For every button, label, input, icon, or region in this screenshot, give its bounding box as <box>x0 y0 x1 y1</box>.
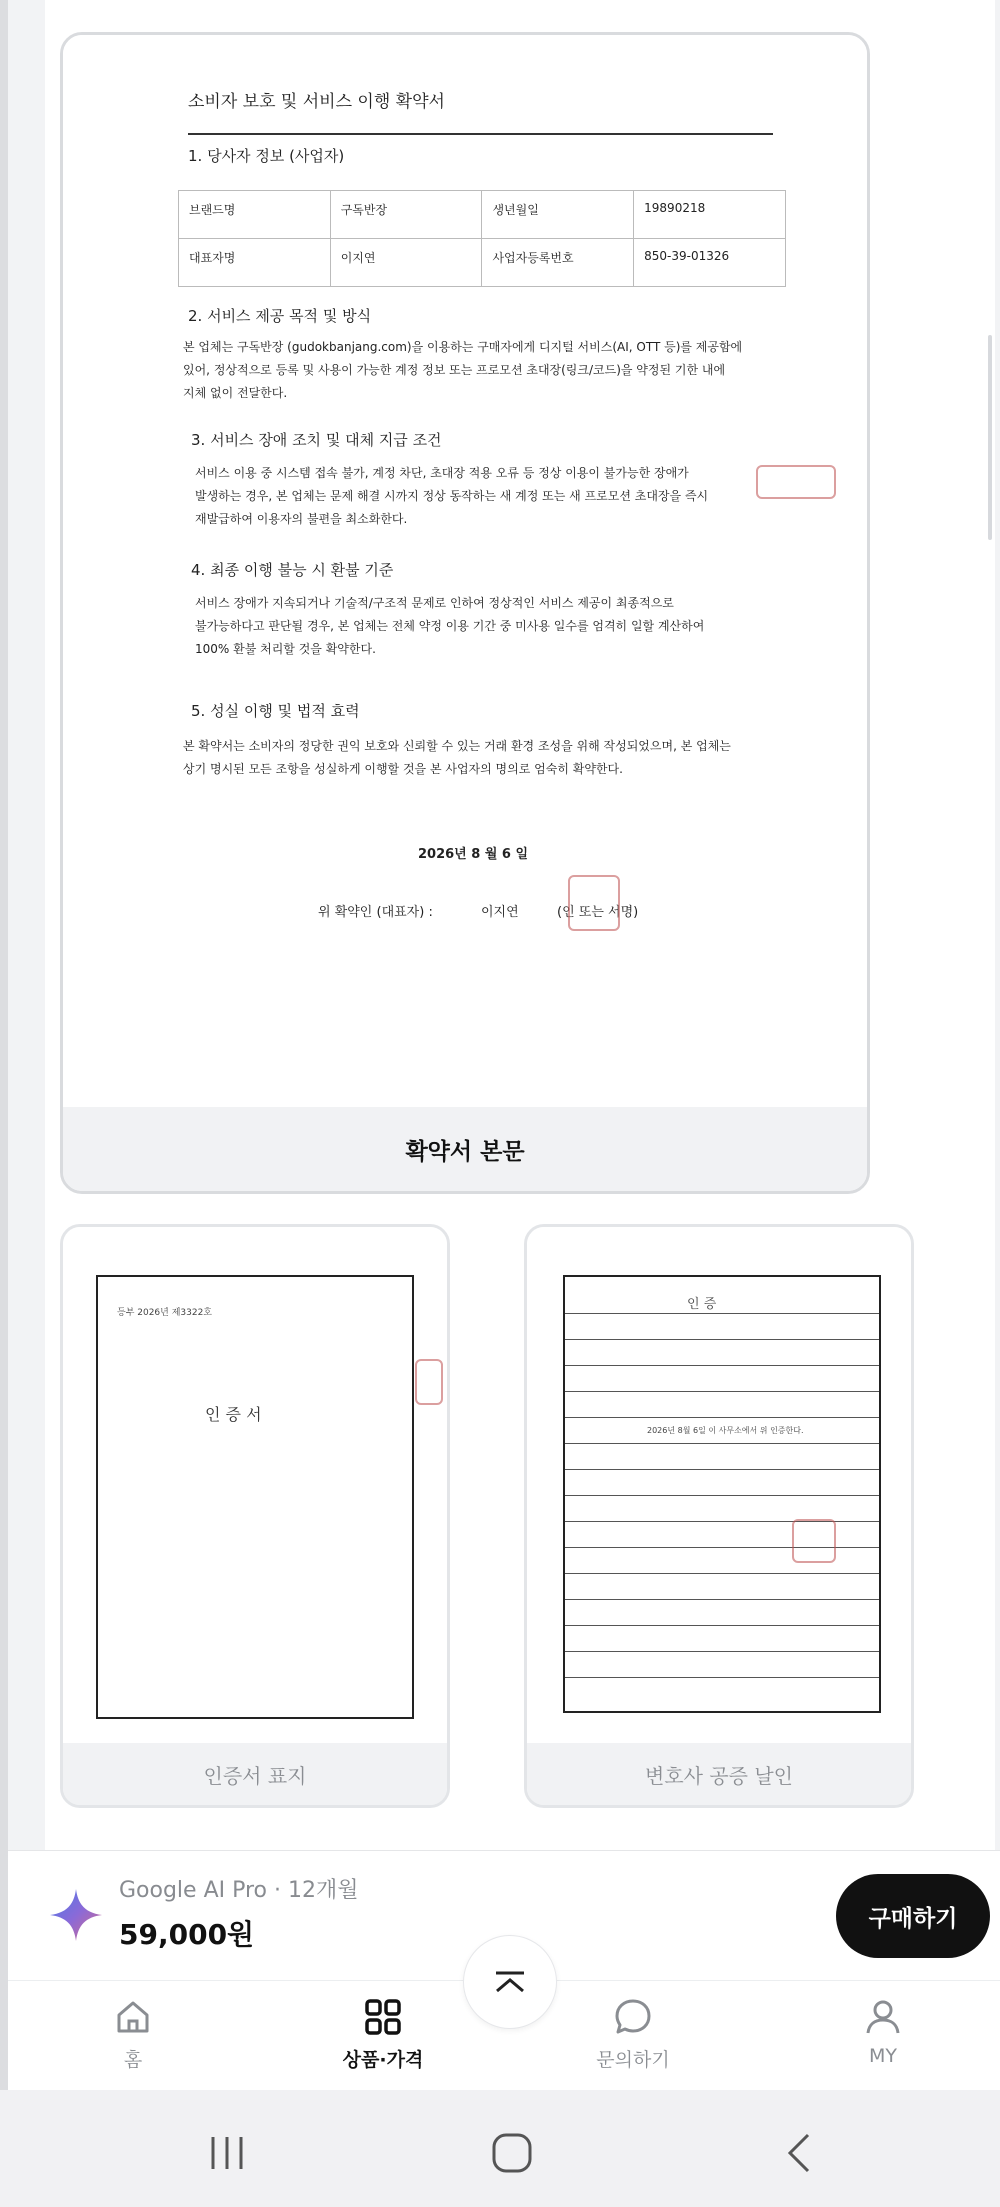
form-line <box>565 1391 879 1392</box>
section-2-body <box>183 336 742 405</box>
table-cell: 구독반장 <box>330 191 482 239</box>
party-info-table <box>178 190 786 287</box>
grid-icon <box>363 1997 403 2037</box>
section-2-heading: 2. 서비스 제공 목적 및 방식 <box>188 307 372 325</box>
tab-my[interactable] <box>808 1997 958 2081</box>
scrollbar[interactable] <box>988 335 992 540</box>
document-date: 2026년 8 월 6 일 <box>418 847 529 862</box>
form-line <box>565 1339 879 1340</box>
form-line <box>565 1313 879 1314</box>
gemini-sparkle-icon <box>48 1887 104 1943</box>
tab-label: 홈 <box>123 2049 143 2071</box>
notarization-title: 인 증 <box>687 1297 717 1312</box>
form-line <box>565 1599 879 1600</box>
scroll-top-icon <box>492 1970 528 1994</box>
form-line <box>565 1677 879 1678</box>
section-5-heading: 5. 성실 이행 및 법적 효력 <box>191 702 360 720</box>
form-line <box>565 1495 879 1496</box>
section-1-heading: 1. 당사자 정보 (사업자) <box>188 147 345 165</box>
notarization-document-image <box>527 1227 911 1747</box>
signature-seal-stamp <box>568 875 620 931</box>
form-line <box>565 1573 879 1574</box>
section-4-heading: 4. 최종 이행 불능 시 환불 기준 <box>191 561 394 579</box>
document-title: 소비자 보호 및 서비스 이행 확약서 <box>188 92 445 112</box>
table-cell: 이지연 <box>330 239 482 287</box>
lawyer-notarization-label: 변호사 공증 날인 <box>527 1743 911 1805</box>
cover-number: 등부 2026년 제3322호 <box>117 1308 213 1318</box>
red-seal-stamp <box>756 465 836 499</box>
table-cell: 생년월일 <box>482 191 634 239</box>
table-row <box>179 191 786 239</box>
body-line: 발생하는 경우, 본 업체는 문제 해결 시까지 정상 동작하는 새 계정 또는 새 프로모션 초대장을 즉시 <box>195 489 709 503</box>
tab-products-prices[interactable] <box>308 1997 458 2081</box>
signer-name: 이지연 <box>481 905 519 920</box>
home-system-button[interactable] <box>482 2128 542 2178</box>
recent-apps-button[interactable] <box>197 2128 257 2178</box>
tab-label: 상품·가격 <box>342 2049 424 2071</box>
tab-home[interactable] <box>58 1997 208 2081</box>
body-line: 재발급하여 이용자의 불편을 최소화한다. <box>195 512 408 526</box>
chat-icon <box>613 1997 653 2037</box>
certificate-cover-card[interactable] <box>60 1224 450 1808</box>
product-price: 59,000원 <box>119 1918 255 1951</box>
signature-seal-text: (인 또는 서명) <box>557 905 639 920</box>
user-icon <box>863 1997 903 2037</box>
product-name: Google AI Pro · 12개월 <box>119 1878 359 1903</box>
certificate-cover-label: 인증서 표지 <box>63 1743 447 1805</box>
back-chevron-icon <box>778 2131 822 2175</box>
body-line: 서비스 장애가 지속되거나 기술적/구조적 문제로 인하여 정상적인 서비스 제공이 최종적으로 <box>195 596 674 610</box>
signer-label: 위 확약인 (대표자) : <box>318 905 433 920</box>
cover-title: 인 증 서 <box>205 1405 262 1424</box>
recent-apps-icon <box>205 2131 249 2175</box>
body-line: 상기 명시된 모든 조항을 성실하게 이행할 것을 본 사업자의 명의로 엄숙히 확약한다. <box>183 762 623 776</box>
body-line: 100% 환불 처리할 것을 확약한다. <box>195 642 376 656</box>
form-line <box>565 1417 879 1418</box>
red-seal-stamp <box>792 1519 836 1563</box>
table-cell: 19890218 <box>634 191 786 239</box>
tab-label: MY <box>869 2045 897 2067</box>
body-line: 본 확약서는 소비자의 정당한 권익 보호와 신뢰할 수 있는 거래 환경 조성을 위해 작성되었으며, 본 업체는 <box>183 739 731 753</box>
section-3-body <box>195 462 708 531</box>
section-4-body <box>195 592 704 661</box>
certificate-cover-image <box>63 1227 447 1747</box>
form-line <box>565 1651 879 1652</box>
notarization-date: 2026년 8월 6일 이 사무소에서 위 인증한다. <box>647 1426 804 1435</box>
tab-label: 문의하기 <box>596 2049 670 2071</box>
lawyer-notarization-card[interactable] <box>524 1224 914 1808</box>
body-line: 불가능하다고 판단될 경우, 본 업체는 전체 약정 이용 기간 중 미사용 일수를 엄격히 일할 계산하여 <box>195 619 705 633</box>
home-square-icon <box>490 2131 534 2175</box>
red-seal-stamp <box>415 1359 443 1405</box>
table-row <box>179 239 786 287</box>
document-frame <box>563 1275 881 1713</box>
body-line: 있어, 정상적으로 등록 및 사용이 가능한 계정 정보 또는 프로모션 초대장(링크/코드)을 약정된 기한 내에 <box>183 363 726 377</box>
left-edge <box>0 0 8 2090</box>
buy-button[interactable]: 구매하기 <box>836 1874 990 1958</box>
body-line: 본 업체는 구독반장 (gudokbanjang.com)을 이용하는 구매자에게 디지털 서비스(AI, OTT 등)를 제공함에 <box>183 340 743 354</box>
form-line <box>565 1625 879 1626</box>
body-line: 서비스 이용 중 시스템 접속 불가, 계정 차단, 초대장 적용 오류 등 정상 이용이 불가능한 장애가 <box>195 466 689 480</box>
home-icon <box>113 1997 153 2037</box>
back-button[interactable] <box>770 2128 830 2178</box>
section-5-body <box>183 735 731 781</box>
contract-card[interactable] <box>60 32 870 1194</box>
tab-inquiry[interactable] <box>558 1997 708 2081</box>
table-cell: 850-39-01326 <box>634 239 786 287</box>
contract-document-image <box>63 35 867 1113</box>
table-cell: 사업자등록번호 <box>482 239 634 287</box>
contract-card-label: 확약서 본문 <box>63 1107 867 1191</box>
form-line <box>565 1365 879 1366</box>
section-3-heading: 3. 서비스 장애 조치 및 대체 지급 조건 <box>191 431 442 449</box>
document-frame <box>96 1275 414 1719</box>
body-line: 지체 없이 전달한다. <box>183 386 288 400</box>
scroll-to-top-button[interactable] <box>463 1935 557 2029</box>
form-line <box>565 1443 879 1444</box>
table-cell: 대표자명 <box>179 239 331 287</box>
table-cell: 브랜드명 <box>179 191 331 239</box>
form-line <box>565 1469 879 1470</box>
system-navigation-bar <box>0 2090 1000 2207</box>
title-divider <box>188 133 773 135</box>
